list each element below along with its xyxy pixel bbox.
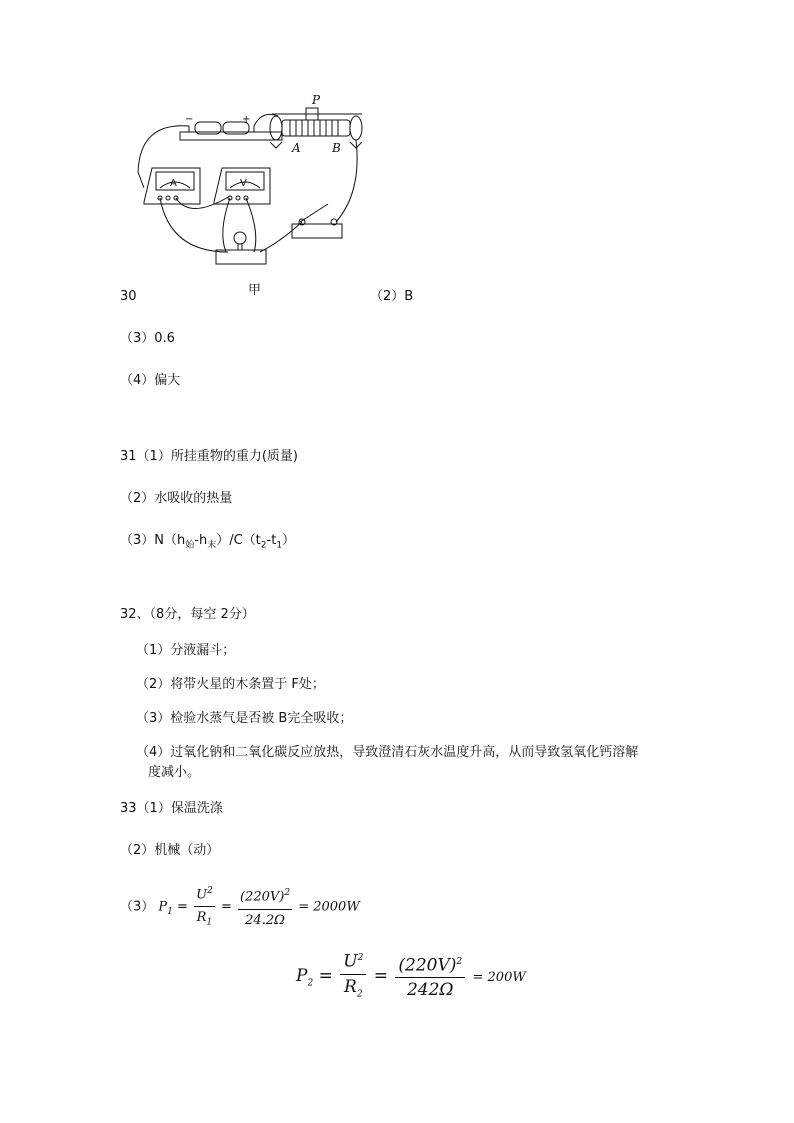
q31-sub-start: 始 — [185, 540, 195, 551]
eq1-num: U — [196, 887, 208, 903]
q31-after: ）/C（t — [216, 533, 261, 548]
q31-dash: -t — [266, 533, 277, 548]
eq2-num: U — [343, 951, 358, 972]
rheostat-p-label: P — [312, 93, 321, 107]
q32-item-4-line-1: （4）过氧化钠和二氧化碳反应放热，导致澄清石灰水温度升高，从而导致氢氧化钙溶解 — [136, 745, 639, 760]
q33-answer-1: 33（1）保温洗涤 — [120, 801, 223, 816]
eq1-eq: = — [177, 899, 188, 915]
eq2-den-sub: 2 — [356, 989, 363, 1000]
q31-answer-2: （2）水吸收的热量 — [120, 491, 233, 506]
rheostat-coil — [282, 120, 350, 136]
q31-sub-end: 末 — [207, 540, 217, 551]
eq1-fraction-2 — [238, 882, 292, 931]
eq2-fraction-1 — [340, 946, 366, 1006]
eq2-den: R — [344, 976, 357, 997]
battery-base — [180, 132, 282, 140]
eq1-den: R — [196, 910, 207, 926]
rheostat-b-label: B — [332, 141, 341, 155]
eq2-lhs: P — [296, 966, 308, 987]
q31-answer-3 — [120, 532, 295, 555]
eq1-den2: 24.2Ω — [245, 912, 285, 928]
eq2-eq-2: = — [373, 966, 388, 987]
battery-minus-label: − — [185, 114, 194, 125]
eq2-lhs-sub: 2 — [307, 978, 314, 989]
eq1-num-sup: 2 — [207, 886, 213, 896]
q31-t1-sub: 1 — [276, 540, 283, 551]
q30-answer-4: （4）偏大 — [120, 373, 181, 388]
eq1-den-sub: 1 — [206, 917, 213, 928]
q32-item-4-line-2: 度减小。 — [148, 765, 201, 780]
rheostat-a-label: A — [292, 141, 301, 155]
q33-answer-2: （2）机械（动） — [120, 843, 220, 858]
q33-answer-3 — [120, 880, 360, 934]
eq1-result: = 2000W — [298, 899, 360, 915]
q30-number: 30 — [120, 289, 137, 304]
q31-answer-1: 31（1）所挂重物的重力(质量) — [120, 449, 298, 464]
eq2-fraction-2 — [395, 950, 465, 1003]
eq1-num2: (220V) — [239, 889, 285, 905]
eq2-num2-sup: 2 — [456, 956, 463, 967]
q31-a3-prefix: （3）N（h — [120, 533, 186, 548]
figure-caption: 甲 — [248, 283, 262, 298]
eq2-eq: = — [318, 966, 333, 987]
q33-equation-2 — [296, 946, 526, 1006]
eq2-den2: 242Ω — [406, 980, 454, 1001]
eq2-num2: (220V) — [398, 955, 457, 976]
q32-item-3: （3）检验水蒸气是否被 B完全吸收； — [136, 711, 353, 726]
eq1-eq-2: = — [220, 899, 232, 915]
q30-answer-2: （2）B — [370, 289, 414, 304]
switch-base — [292, 224, 342, 238]
eq1-lhs: P — [158, 899, 168, 915]
q31-mid: -h — [194, 533, 208, 548]
q33-a3-prefix: （3） — [120, 899, 155, 915]
eq1-fraction-1 — [194, 880, 215, 934]
q31-t2-sub: 2 — [260, 540, 267, 551]
q30-answer-3: （3）0.6 — [120, 331, 175, 346]
eq2-num-sup: 2 — [357, 953, 364, 963]
eq1-num2-sup: 2 — [284, 888, 291, 899]
q32-header: 32、（8分，每空 2分） — [120, 607, 255, 622]
eq2-result: = 200W — [472, 970, 526, 986]
circuit-diagram — [130, 92, 370, 302]
voltmeter-label: V — [240, 178, 247, 189]
q32-item-2: （2）将带火星的木条置于 F处； — [136, 677, 325, 692]
eq1-lhs-sub: 1 — [167, 907, 173, 918]
q31-close: ） — [282, 533, 296, 548]
battery-plus-label: + — [242, 114, 251, 125]
q32-item-1: （1）分液漏斗； — [136, 643, 236, 658]
ammeter-label: A — [170, 178, 177, 189]
